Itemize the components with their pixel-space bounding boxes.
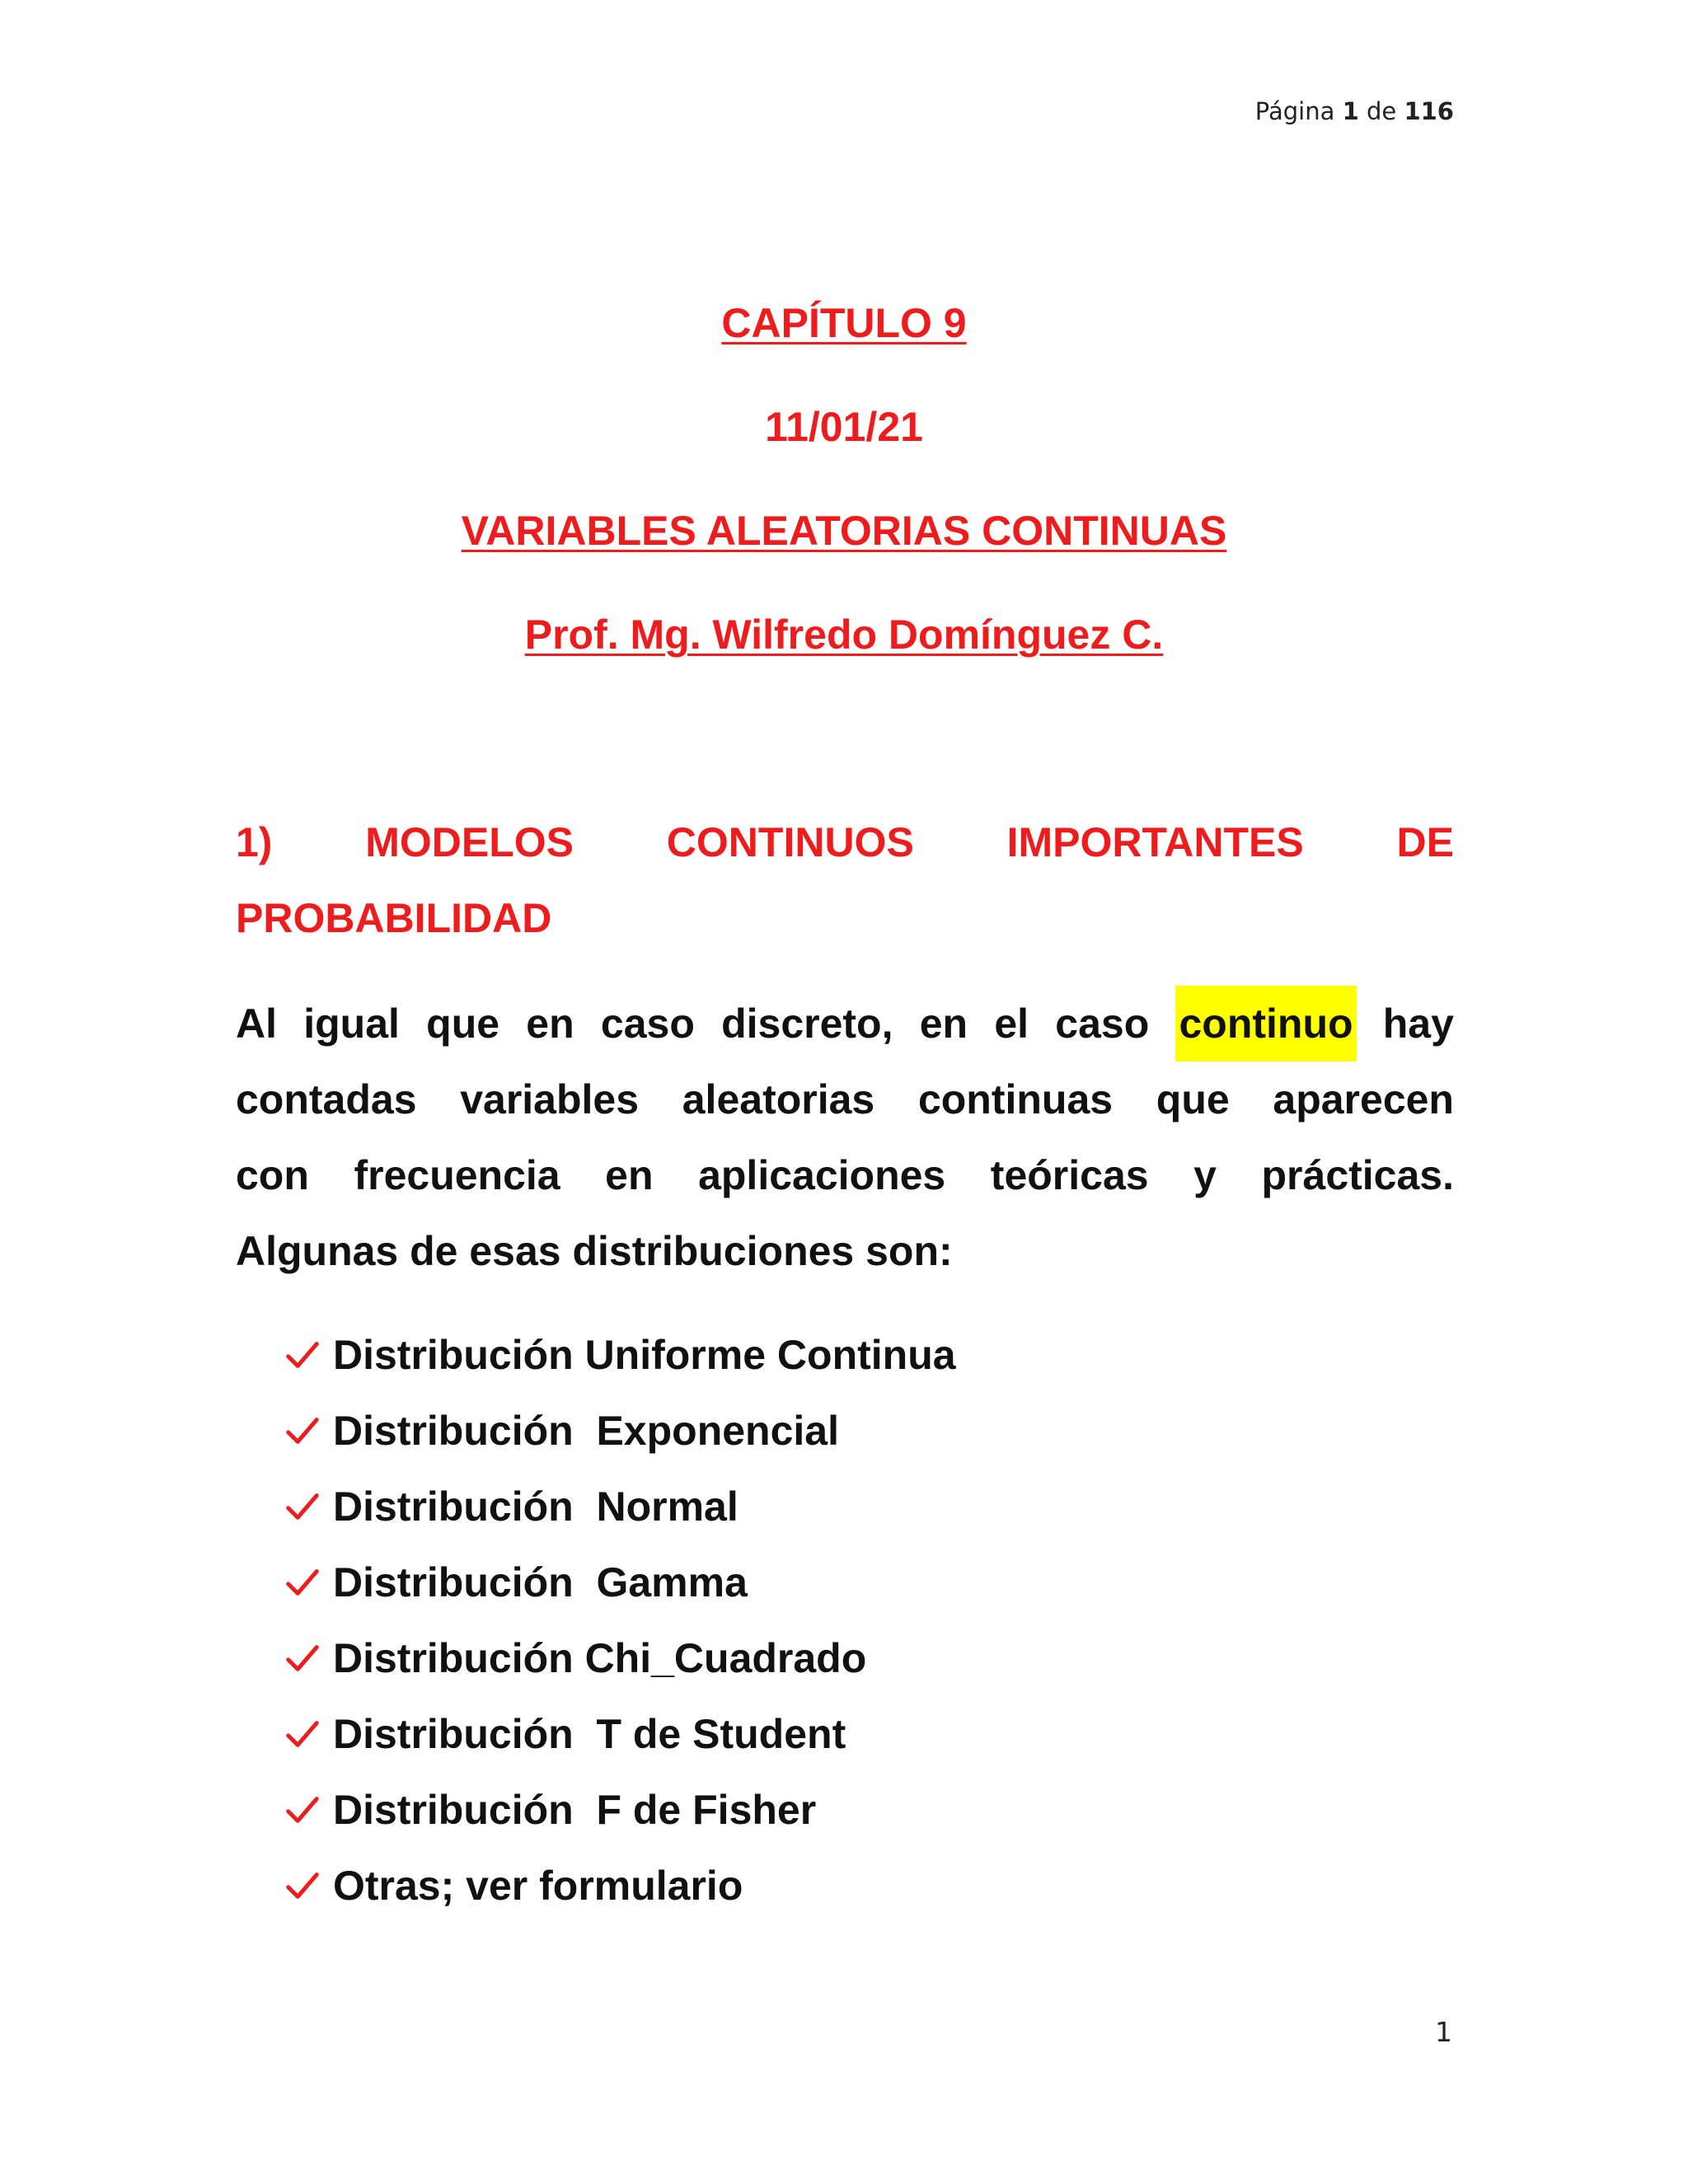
paragraph-word: teóricas [990,1152,1149,1198]
chapter-title [0,298,1688,348]
list-item [284,1620,956,1696]
page-number: 1 [1435,2016,1452,2048]
paragraph-word: caso [1055,1001,1150,1047]
list-item-label: Distribución F de Fisher [333,1787,817,1833]
section-heading [236,804,1454,956]
paragraph-word: en [526,1001,574,1047]
paragraph-word: Al [236,1001,277,1047]
checkmark-icon [284,1791,321,1829]
checkmark-icon [284,1336,321,1374]
list-item-label: Distribución Uniforme Continua [333,1332,956,1378]
paragraph-word: y [1193,1152,1217,1198]
checkmark-icon [284,1563,321,1601]
distribution-list [284,1317,956,1924]
paragraph-line-3 [236,1137,1454,1213]
highlighted-word: continuo [1175,986,1356,1062]
document-date [0,402,1688,452]
paragraph-word: aparecen [1273,1076,1454,1122]
paragraph-word: frecuencia [354,1152,560,1198]
heading-word: CONTINUOS [666,819,914,865]
paragraph-word: prácticas. [1261,1152,1454,1198]
list-item [284,1696,956,1772]
topic-title-text: VARIABLES ALEATORIAS CONTINUAS [461,508,1227,554]
of-word: de [1366,97,1397,125]
list-item-label: Distribución Exponencial [333,1408,839,1454]
paragraph-word: discreto, [721,1001,893,1047]
heading-word: MODELOS [365,819,574,865]
checkmark-icon [284,1639,321,1677]
author-text: Prof. Mg. Wilfredo Domínguez C. [524,612,1164,658]
paragraph-word: variables [460,1076,640,1122]
paragraph-line-4: Algunas de esas distribuciones son: [236,1228,953,1274]
paragraph-word: que [1156,1076,1230,1122]
checkmark-icon [284,1867,321,1905]
paragraph-word: el [994,1001,1029,1047]
paragraph-word: hay [1382,1001,1454,1047]
paragraph-word: aleatorias [682,1076,875,1122]
author-line [0,610,1688,659]
paragraph-word: que [426,1001,500,1047]
list-item [284,1317,956,1393]
checkmark-icon [284,1412,321,1450]
checkmark-icon [284,1715,321,1753]
page-header [1255,97,1454,125]
intro-paragraph [236,986,1454,1289]
paragraph-line-2 [236,1062,1454,1137]
list-item-label: Otras; ver formulario [333,1863,743,1909]
paragraph-word: continuas [917,1076,1114,1122]
list-item-label: Distribución Chi_Cuadrado [333,1635,867,1681]
paragraph-word: igual [303,1001,400,1047]
paragraph-word: en [605,1152,654,1198]
paragraph-word: con [236,1152,309,1198]
list-item [284,1544,956,1620]
heading-word: IMPORTANTES [1006,819,1304,865]
section-heading-line1 [236,804,1454,880]
paragraph-line-1 [236,986,1454,1062]
document-date-text: 11/01/21 [765,404,923,450]
current-page: 1 [1342,97,1359,125]
paragraph-word: aplicaciones [698,1152,946,1198]
chapter-title-text: CAPÍTULO 9 [721,300,967,346]
checkmark-icon [284,1488,321,1526]
heading-word: DE [1396,819,1454,865]
paragraph-word: caso [600,1001,695,1047]
total-pages: 116 [1404,97,1454,125]
list-item [284,1393,956,1469]
list-item [284,1848,956,1924]
page-word: Página [1254,97,1335,125]
list-item [284,1772,956,1848]
topic-title [0,506,1688,555]
list-item [284,1469,956,1544]
list-item-label: Distribución Gamma [333,1559,748,1605]
list-item-label: Distribución Normal [333,1483,738,1530]
list-item-label: Distribución T de Student [333,1711,846,1757]
heading-word: 1) [236,819,273,865]
paragraph-word: en [919,1001,968,1047]
section-heading-line2: PROBABILIDAD [236,895,552,941]
paragraph-word: contadas [236,1076,417,1122]
